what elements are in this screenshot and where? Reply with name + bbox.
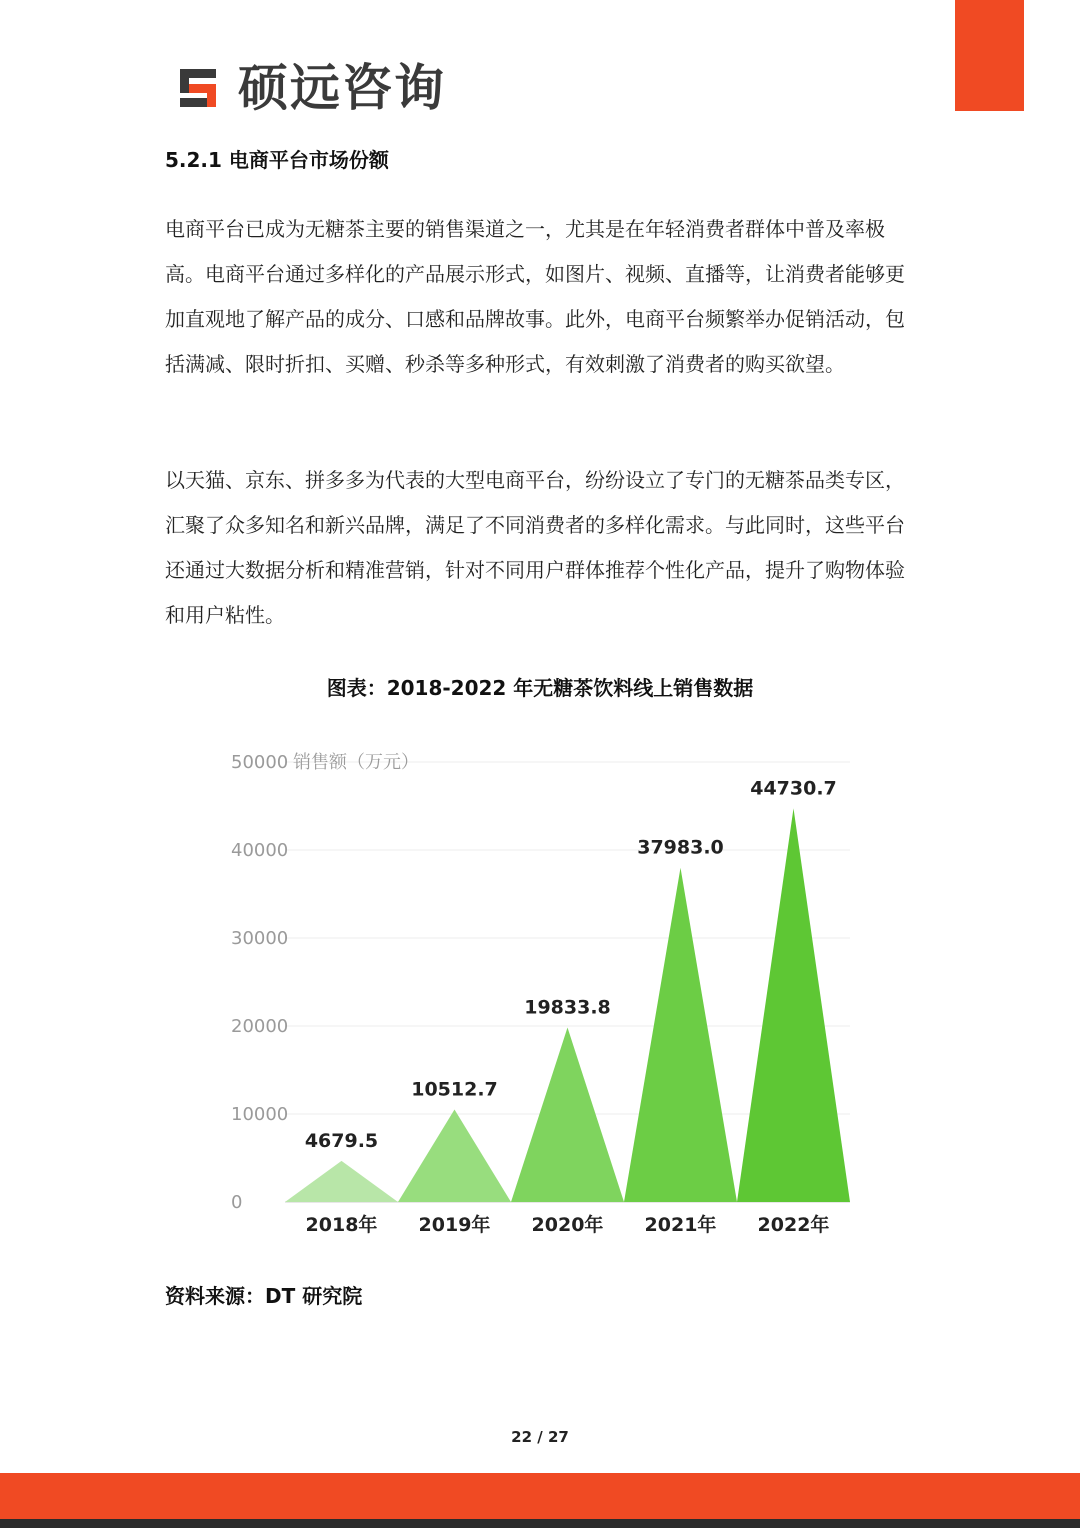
- bar-2021年: [624, 868, 737, 1202]
- bar-2020年: [511, 1027, 624, 1202]
- data-label: 10512.7: [411, 1078, 498, 1101]
- bar-2018年: [285, 1161, 398, 1202]
- x-tick-label: 2020年: [531, 1214, 604, 1236]
- y-tick-label: 40000: [231, 840, 289, 861]
- x-tick-label: 2022年: [757, 1214, 830, 1236]
- x-tick-label: 2018年: [305, 1214, 378, 1236]
- sales-chart-svg: [200, 730, 880, 1250]
- data-label: 44730.7: [750, 777, 837, 800]
- brand-name: 硕远咨询: [238, 59, 446, 117]
- corner-accent-tab: [955, 0, 1024, 111]
- bar-2022年: [737, 808, 850, 1202]
- data-label: 37983.0: [637, 836, 724, 859]
- paragraph-1: 电商平台已成为无糖茶主要的销售渠道之一，尤其是在年轻消费者群体中普及率极高。电商平台通过多样化的产品展示形式，如图片、视频、直播等，让消费者能够更加直观地了解产品的成分、口感和品牌故事。此外，电商平台频繁举办促销活动，包括满减、限时折扣、买赠、秒杀等多种形式，有效刺激了消费者的购买欲望。: [165, 217, 905, 376]
- y-tick-label: 10000: [231, 1104, 289, 1125]
- section-title: 5.2.1 电商平台市场份额: [165, 148, 389, 172]
- y-tick-label: 0: [231, 1192, 243, 1213]
- footer-strip: [0, 1519, 1080, 1528]
- sales-chart: [200, 730, 880, 1250]
- brand-mark-icon: [176, 63, 226, 113]
- y-tick-label: 50000: [231, 752, 289, 773]
- brand-logo: [176, 60, 446, 116]
- x-tick-label: 2019年: [418, 1214, 491, 1236]
- page-number: 22 / 27: [511, 1428, 569, 1446]
- x-tick-label: 2021年: [644, 1214, 717, 1236]
- data-label: 4679.5: [304, 1129, 379, 1152]
- data-label: 19833.8: [524, 996, 611, 1019]
- footer-bar: [0, 1473, 1080, 1519]
- y-tick-label: 20000: [231, 1016, 289, 1037]
- bar-2019年: [398, 1109, 511, 1202]
- chart-title: 图表：2018-2022 年无糖茶饮料线上销售数据: [326, 676, 754, 700]
- y-tick-label: 30000: [231, 928, 289, 949]
- paragraph-2: 以天猫、京东、拼多多为代表的大型电商平台，纷纷设立了专门的无糖茶品类专区，汇聚了众多知名和新兴品牌，满足了不同消费者的多样化需求。与此同时，这些平台还通过大数据分析和精准营销，针对不同用户群体推荐个性化产品，提升了购物体验和用户粘性。: [165, 468, 905, 627]
- data-source: 资料来源：DT 研究院: [165, 1284, 363, 1308]
- y-axis-label: 销售额（万元）: [293, 752, 419, 773]
